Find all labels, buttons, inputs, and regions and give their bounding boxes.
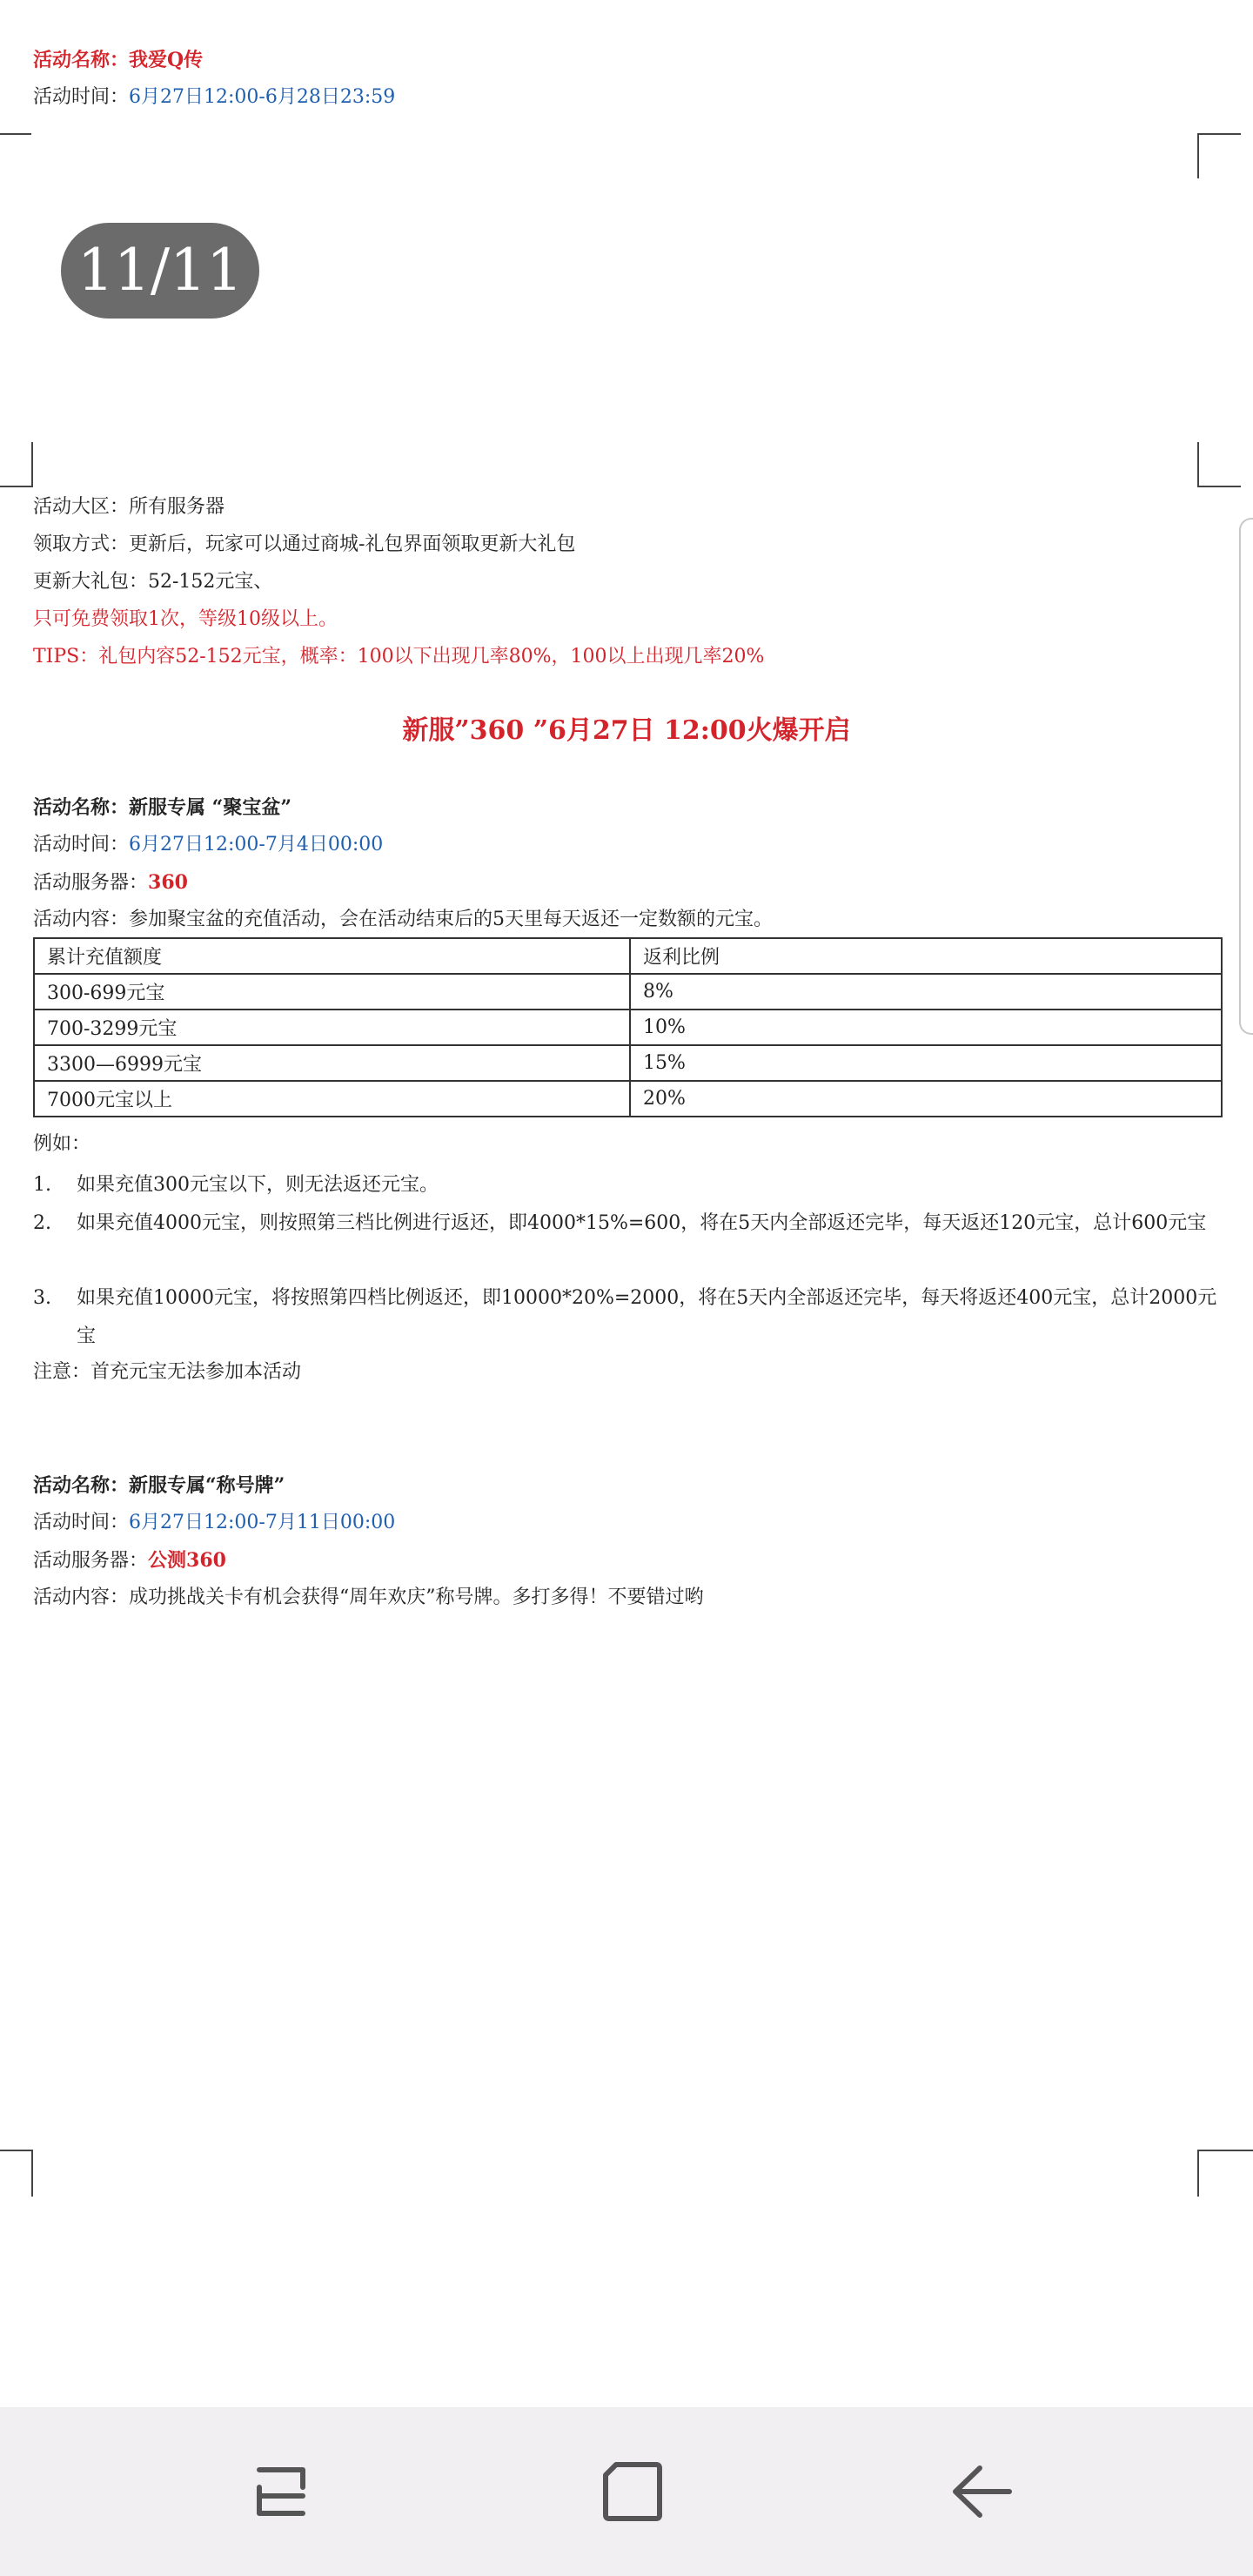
table-cell: 10% <box>630 1010 1222 1045</box>
recent-apps-button[interactable] <box>242 2452 320 2531</box>
section2-content: 活动内容：参加聚宝盆的充值活动，会在活动结束后的5天里每天返还一定数额的元宝。 <box>33 909 773 930</box>
page-corner-mark <box>0 133 31 178</box>
server-launch-headline: 新服”360 ”6月27日 12:00火爆开启 <box>402 715 851 746</box>
section3-time <box>33 1510 395 1536</box>
page-corner-mark <box>1197 442 1241 487</box>
table-row <box>34 1010 1222 1045</box>
activity-name-value: 新服专属 “聚宝盆” <box>129 796 291 819</box>
activity-server-value: 公测360 <box>148 1549 226 1572</box>
activity-name-label: 活动名称： <box>33 49 130 71</box>
table-row <box>34 1081 1222 1117</box>
table-header-row <box>34 938 1222 974</box>
gift-method: 领取方式：更新后，玩家可以通过商城-礼包界面领取更新大礼包 <box>33 533 576 555</box>
table-row <box>34 1045 1222 1081</box>
list-number: 1. <box>33 1174 51 1196</box>
list-number: 2. <box>33 1212 51 1234</box>
list-item <box>33 1279 1225 1356</box>
section2-title <box>33 795 291 821</box>
section3-server <box>33 1547 226 1574</box>
note: 注意：首充元宝无法参加本活动 <box>33 1361 302 1383</box>
recent-apps-icon <box>242 2452 320 2531</box>
activity-server-label: 活动服务器： <box>33 1550 149 1572</box>
page-corner-mark <box>0 442 33 487</box>
page-corner-mark <box>1197 133 1241 178</box>
section3-content: 活动内容：成功挑战关卡有机会获得“周年欢庆”称号牌。多打多得！不要错过哟 <box>33 1587 704 1608</box>
home-icon <box>592 2452 670 2531</box>
list-text: 如果充值10000元宝，将按照第四档比例返还，即10000*20%=2000，将在5天内全部返还完毕，每天将返还400元宝，总计2000元宝 <box>77 1287 1217 1347</box>
table-cell: 15% <box>630 1045 1222 1081</box>
section3-title <box>33 1472 285 1499</box>
back-arrow-icon <box>941 2452 1020 2531</box>
table-row <box>34 974 1222 1010</box>
example-label: 例如： <box>33 1133 91 1155</box>
gift-package: 更新大礼包：52-152元宝、 <box>33 571 273 593</box>
page-indicator: 11/11 <box>61 223 259 319</box>
activity-name-label: 活动名称： <box>33 1474 130 1497</box>
table-cell: 8% <box>630 974 1222 1010</box>
page-corner-mark <box>1197 2150 1253 2197</box>
list-item <box>33 1204 1225 1281</box>
table-cell: 700-3299元宝 <box>34 1010 630 1045</box>
activity-name-label: 活动名称： <box>33 796 130 819</box>
page-corner-mark <box>0 2150 33 2197</box>
list-item <box>33 1166 1225 1204</box>
table-header-cell: 累计充值额度 <box>34 938 630 974</box>
table-cell: 300-699元宝 <box>34 974 630 1010</box>
list-text: 如果充值300元宝以下，则无法返还元宝。 <box>77 1174 439 1196</box>
section2-server <box>33 869 188 896</box>
table-cell: 20% <box>630 1081 1222 1117</box>
activity-time-label: 活动时间： <box>33 834 130 855</box>
activity-time-label: 活动时间： <box>33 86 130 108</box>
table-header-cell: 返利比例 <box>630 938 1222 974</box>
home-button[interactable] <box>592 2452 670 2531</box>
table-cell: 7000元宝以上 <box>34 1081 630 1117</box>
activity-server-value: 360 <box>148 871 188 894</box>
gift-limit: 只可免费领取1次，等级10级以上。 <box>33 608 338 630</box>
activity-name-value: 新服专属“称号牌” <box>129 1474 285 1497</box>
activity-time-value: 6月27日12:00-7月11日00:00 <box>129 1512 396 1533</box>
activity-time-value: 6月27日12:00-7月4日00:00 <box>129 834 384 855</box>
list-number: 3. <box>33 1287 51 1309</box>
gift-region: 活动大区：所有服务器 <box>33 496 225 518</box>
navigation-bar <box>0 2407 1253 2576</box>
list-text: 如果充值4000元宝，则按照第三档比例进行返还，即4000*15%=600，将在5天内全部返还完毕，每天返还120元宝，总计600元宝 <box>77 1212 1207 1234</box>
scroll-handle[interactable] <box>1239 518 1253 1035</box>
back-button[interactable] <box>941 2452 1020 2531</box>
activity-time-label: 活动时间： <box>33 1512 130 1533</box>
section1-title <box>33 47 203 73</box>
section1-time <box>33 84 395 111</box>
table-cell: 3300—6999元宝 <box>34 1045 630 1081</box>
section2-time <box>33 832 383 858</box>
activity-server-label: 活动服务器： <box>33 872 149 894</box>
activity-time-value: 6月27日12:00-6月28日23:59 <box>129 86 396 108</box>
rebate-table <box>33 937 1223 1117</box>
gift-tips: TIPS：礼包内容52-152元宝，概率：100以下出现几率80%，100以上出现几率20% <box>33 646 765 667</box>
activity-name-value: 我爱Q传 <box>129 49 204 71</box>
